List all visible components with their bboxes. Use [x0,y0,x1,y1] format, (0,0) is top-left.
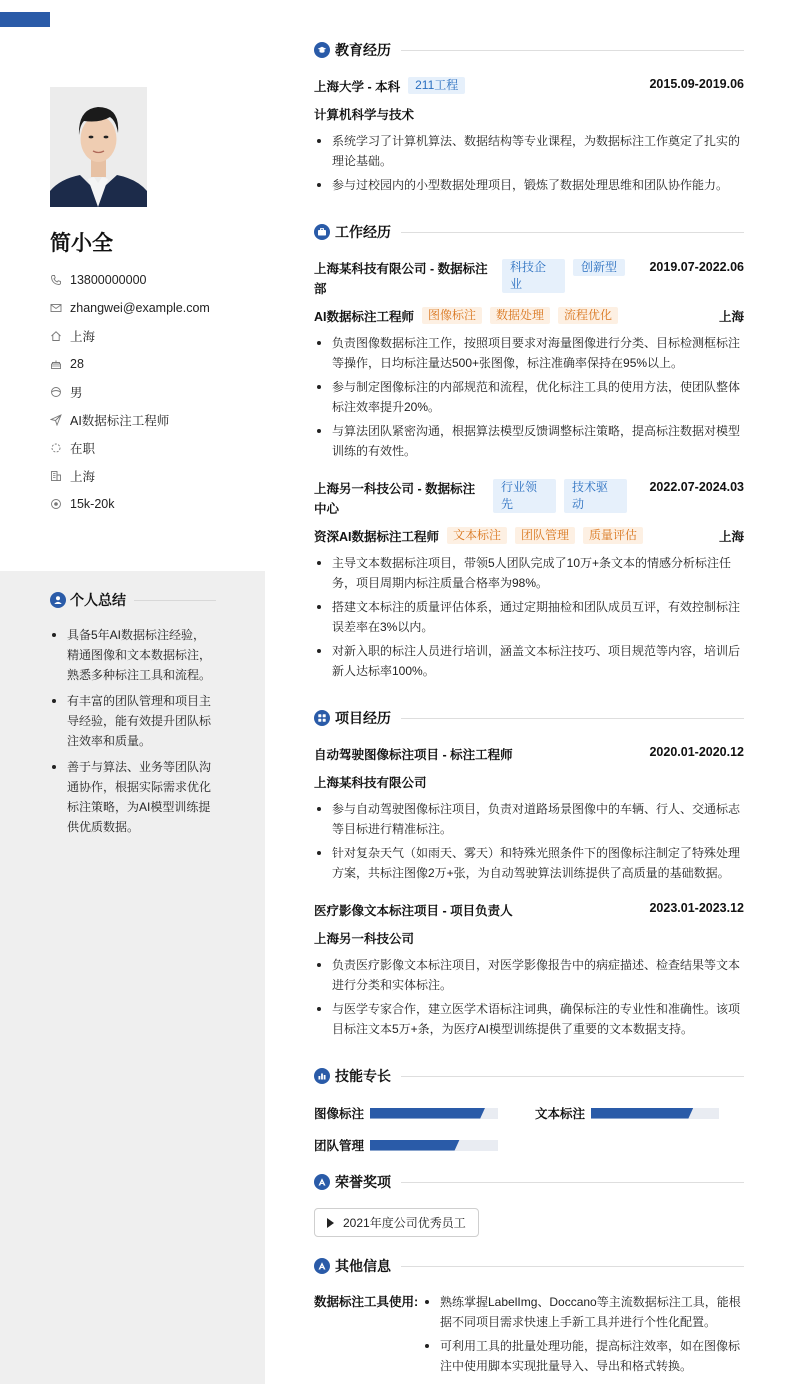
education-title: 教育经历 [335,42,391,58]
status-value: 在职 [70,442,96,456]
skill-item [314,1104,498,1122]
project-bullets [314,799,744,887]
info-gender [50,378,260,406]
skill-tag: 团队管理 [515,527,575,544]
divider [134,600,216,601]
education-bullets [314,131,744,199]
info-email [50,294,260,322]
skill-tag: 文本标注 [447,527,507,544]
skill-fill [370,1108,485,1119]
info-status [50,434,260,462]
skill-item [535,1104,719,1122]
send-icon [50,414,70,426]
job-city: 上海 [718,530,744,544]
project-name: 自动驾驶图像标注项目 - 标注工程师 [314,748,513,762]
role-name: 资深AI数据标注工程师 [314,530,440,544]
project-item: 针对复杂天气（如雨天、雾天）和特殊光照条件下的图像标注制定了特殊处理方案，共标注图像2万+张，为自动驾驶算法训练提供了高质量的基础数据。 [314,843,744,883]
education-heading [314,40,744,60]
project-date: 2023.01-2023.12 [649,901,744,915]
role-row [314,307,744,325]
summary-item: 有丰富的团队管理和项目主导经验，能有效提升团队标注效率和质量。 [50,691,215,751]
projects-heading [314,708,744,728]
play-icon [327,1218,334,1228]
gender-icon [50,386,70,398]
user-icon [50,592,66,608]
info-job [50,406,260,434]
project-item: 与医学专家合作，建立医学术语标注词典，确保标注的专业性和准确性。该项目标注文本5万+条，为医疗AI模型训练提供了重要的文本数据支持。 [314,999,744,1039]
summary-item: 善于与算法、业务等团队沟通协作，根据实际需求优化标注策略，为AI模型训练提供优质数据。 [50,757,215,837]
info-city [50,462,260,490]
role-row [314,527,744,545]
skill-label: 团队管理 [314,1139,365,1153]
divider [401,718,744,719]
summary-item: 具备5年AI数据标注经验，精通图像和文本数据标注，熟悉多种标注工具和流程。 [50,625,215,685]
awards-title: 荣誉奖项 [335,1174,391,1190]
other-item: 熟练掌握LabelImg、Doccano等主流数据标注工具，能根据不同项目需求快速上手新工具并进行个性化配置。 [422,1292,744,1332]
skill-tag: 图像标注 [422,307,482,324]
project-item: 参与自动驾驶图像标注项目，负责对道路场景图像中的车辆、行人、交通标志等目标进行精准标注。 [314,799,744,839]
project-company-row [314,773,744,791]
bar-chart-icon [314,1068,330,1084]
building-icon [50,470,70,482]
info-age [50,350,260,378]
target-icon [50,498,70,510]
contact-info [50,266,260,518]
email-value: zhangwei@example.com [70,301,210,315]
skill-track [370,1140,498,1151]
school-name: 上海大学 - 本科 [314,80,401,94]
summary-title: 个人总结 [70,592,126,608]
company-tag: 创新型 [573,259,625,276]
age-value: 28 [70,357,84,371]
skill-item [314,1136,498,1154]
skills-title: 技能专长 [335,1068,391,1084]
gender-value: 男 [70,386,83,400]
company-tag: 行业领先 [493,479,556,513]
skill-fill [591,1108,693,1119]
skill-track [591,1108,719,1119]
job-item: 主导文本数据标注项目，带领5人团队完成了10万+条文本的情感分析标注任务，项目周期内标注质量合格率为98%。 [314,553,744,593]
divider [401,1266,744,1267]
other-label: 数据标注工具使用: [314,1295,419,1309]
project-company: 上海某科技有限公司 [314,776,427,790]
grid-icon [314,710,330,726]
mail-icon [50,302,70,314]
job-date: 2019.07-2022.06 [649,260,744,274]
home-icon [50,330,70,342]
project-header [314,901,744,919]
work-title: 工作经历 [335,224,391,240]
job-date: 2022.07-2024.03 [649,480,744,494]
loading-icon [50,442,70,454]
job-header [314,259,744,299]
info-phone [50,266,260,294]
briefcase-icon [314,224,330,240]
company-tag: 技术驱动 [564,479,627,513]
education-item: 参与过校园内的小型数据处理项目，锻炼了数据处理思维和团队协作能力。 [314,175,744,195]
job-bullets [314,333,744,465]
other-item: 可利用工具的批量处理功能，提高标注效率，如在图像标注中使用脚本实现批量导入、导出和格式转换。 [422,1336,744,1376]
award-label: 2021年度公司优秀员工 [343,1216,466,1230]
job-city: 上海 [718,310,744,324]
divider [401,1076,744,1077]
job-item: 负责图像数据标注工作，按照项目要求对海量图像进行分类、目标检测框标注等操作，日均标注量达500+张图像，标注准确率保持在95%以上。 [314,333,744,373]
job-item: 对新入职的标注人员进行培训，涵盖文本标注技巧、项目规范等内容，培训后新人达标率100%。 [314,641,744,681]
job-item: 与算法团队紧密沟通，根据算法模型反馈调整标注策略，提高标注数据对模型训练的有效性。 [314,421,744,461]
skill-label: 文本标注 [535,1107,586,1121]
skills-heading [314,1066,744,1086]
cake-icon [50,358,70,370]
job-bullets [314,553,744,685]
divider [401,50,744,51]
graduation-cap-icon [314,42,330,58]
phone-icon [50,274,70,286]
other-heading [314,1256,744,1276]
education-row [314,77,744,95]
company-tag: 科技企业 [502,259,565,293]
accent-bar [0,12,50,27]
school-tag: 211工程 [408,77,465,94]
major-row [314,105,744,123]
skill-fill [370,1140,460,1151]
job-item: 搭建文本标注的质量评估体系，通过定期抽检和团队成员互评，有效控制标注误差率在3%以内。 [314,597,744,637]
info-icon [314,1258,330,1274]
education-date: 2015.09-2019.06 [649,77,744,91]
project-header [314,745,744,763]
job-header [314,479,744,519]
projects-title: 项目经历 [335,710,391,726]
candidate-name: 简小全 [50,232,113,255]
company-name: 上海另一科技公司 - 数据标注中心 [314,482,476,516]
awards-heading [314,1172,744,1192]
info-location [50,322,260,350]
job-item: 参与制定图像标注的内部规范和流程，优化标注工具的使用方法，使团队整体标注效率提升20%。 [314,377,744,417]
award-icon [314,1174,330,1190]
info-salary [50,490,260,518]
other-title: 其他信息 [335,1258,391,1274]
salary-value: 15k-20k [70,497,115,511]
location-value: 上海 [70,330,96,344]
skill-label: 图像标注 [314,1107,365,1121]
city-value: 上海 [70,470,96,484]
other-list [422,1292,744,1380]
summary-list [50,625,215,843]
skill-track [370,1108,498,1119]
job-value: AI数据标注工程师 [70,414,170,428]
award-chip[interactable] [314,1208,479,1237]
project-company-row [314,929,744,947]
summary-heading [50,590,216,610]
project-bullets [314,955,744,1043]
project-date: 2020.01-2020.12 [649,745,744,759]
project-name: 医疗影像文本标注项目 - 项目负责人 [314,904,513,918]
phone-value: 13800000000 [70,273,147,287]
role-name: AI数据标注工程师 [314,310,415,324]
education-item: 系统学习了计算机算法、数据结构等专业课程，为数据标注工作奠定了扎实的理论基础。 [314,131,744,171]
company-name: 上海某科技有限公司 - 数据标注部 [314,262,488,296]
project-company: 上海另一科技公司 [314,932,415,946]
work-heading [314,222,744,242]
skill-tag: 质量评估 [583,527,643,544]
divider [401,232,744,233]
divider [401,1182,744,1183]
skill-tag: 数据处理 [490,307,550,324]
avatar [50,87,147,207]
skill-tag: 流程优化 [558,307,618,324]
major-name: 计算机科学与技术 [314,108,415,122]
project-item: 负责医疗影像文本标注项目，对医学影像报告中的病症描述、检查结果等文本进行分类和实体标注。 [314,955,744,995]
